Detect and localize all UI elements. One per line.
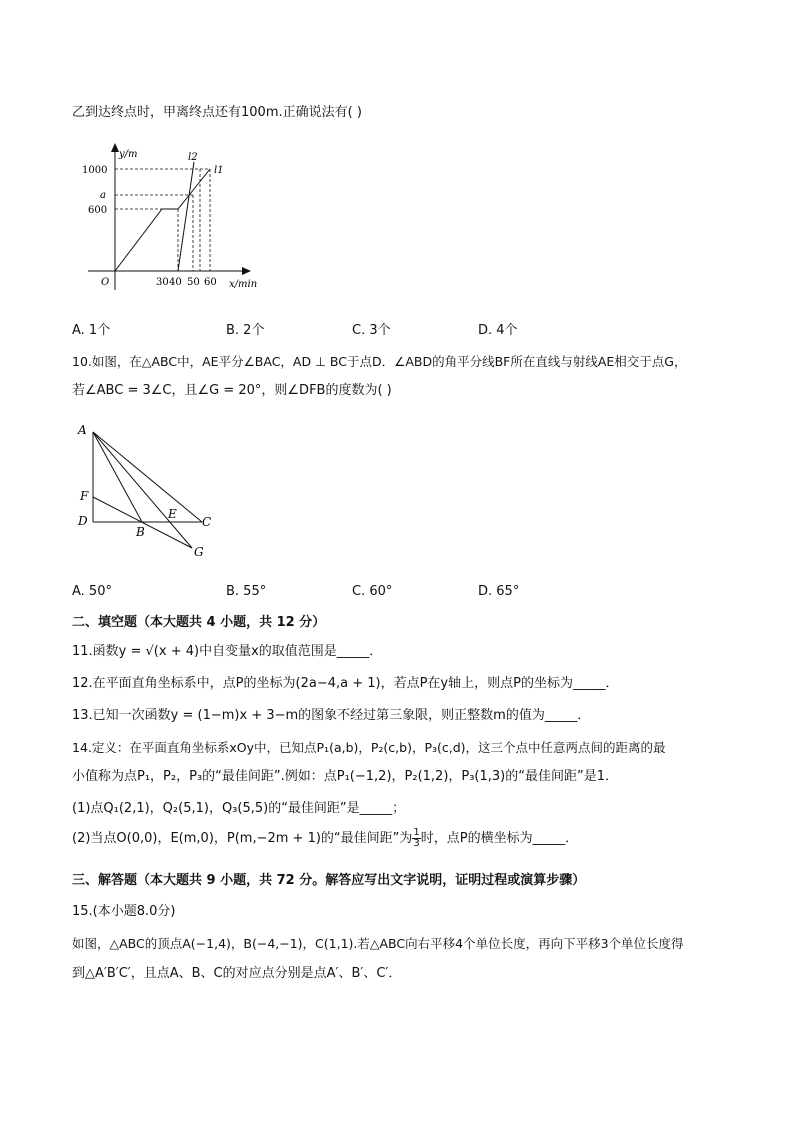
x-tick-60: 60 [204,277,217,288]
q9-option-d[interactable]: D. 4个 [478,323,518,338]
fraction-one-third: $\frac{1}{3}$ [413,827,420,849]
y-axis-label: y/m [119,149,138,160]
x-tick-50: 50 [187,277,200,288]
q10-triangle-figure [74,418,224,566]
q10-option-a[interactable]: A. 50° [72,584,112,599]
line-l2 [178,162,194,271]
point-f: F [80,489,89,503]
y-tick-1000: 1000 [82,165,108,176]
q15-line1: 如图，△ABC的顶点A(−1,4)，B(−4,−1)，C(1,1).若△ABC向右平移4个单位长度，再向下平移3个单位长度得 [72,936,684,951]
q9-option-a[interactable]: A. 1个 [72,323,111,338]
q9-stem: 乙到达终点时，甲离终点还有100m.正确说法有( ) [72,105,362,120]
point-a: A [78,423,87,437]
q11: 11.函数y = √(x + 4)中自变量x的取值范围是_____． [72,644,383,659]
y-tick-600: 600 [88,205,108,216]
q10-line2: 若∠ABC = 3∠C，且∠G = 20°，则∠DFB的度数为( ) [72,383,392,398]
q14-part2 [72,828,734,849]
x-axis-arrow [242,267,251,275]
q13: 13.已知一次函数y = (1−m)x + 3−m的图象不经过第三象限，则正整数m的值为_____． [72,708,591,723]
label-l2: l2 [188,152,198,163]
q9-option-c[interactable]: C. 3个 [352,323,391,338]
q15-line2: 到△A′B′C′，且点A、B、C的对应点分别是点A′、B′、C′． [72,966,402,981]
point-c: C [202,515,212,529]
point-g: G [194,545,204,559]
x-tick-30: 30 [156,277,169,288]
point-e: E [168,507,177,521]
label-l1: l1 [214,165,224,176]
q14-part2-after: 时，点P的横坐标为_____． [420,831,579,846]
section-3-heading: 三、解答题（本大题共 9 小题，共 72 分。解答应写出文字说明，证明过程或演算步骤） [72,873,586,888]
section-2-heading: 二、填空题（本大题共 4 小题，共 12 分） [72,615,326,630]
point-d: D [78,514,88,528]
q14-line2: 小值称为点P₁，P₂，P₃的“最佳间距”.例如：点P₁(−1,2)，P₂(1,2)，P₃(1,3)的“最佳间距”是1． [72,769,618,784]
q9-option-b[interactable]: B. 2个 [226,323,265,338]
q10-option-c[interactable]: C. 60° [352,584,393,599]
x-tick-40: 40 [169,277,182,288]
q15-head: 15.(本小题8.0分) [72,904,176,919]
y-tick-a: a [100,190,106,201]
q14-part2-before: (2)当点O(0,0)，E(m,0)，P(m,−2m + 1)的“最佳间距”为 [72,831,413,846]
q10-option-b[interactable]: B. 55° [226,584,267,599]
y-axis-arrow [111,143,119,152]
q10-option-d[interactable]: D. 65° [478,584,520,599]
q9-distance-time-graph [78,140,278,300]
point-b: B [136,525,145,539]
q14-part1: (1)点Q₁(2,1)，Q₂(5,1)，Q₃(5,5)的“最佳间距”是_____； [72,801,406,816]
q14-line1: 14.定义：在平面直角坐标系xOy中，已知点P₁(a,b)，P₂(c,b)，P₃(c,d)，这三个点中任意两点间的距离的最 [72,740,666,755]
line-l1 [115,169,210,271]
q12: 12.在平面直角坐标系中，点P的坐标为(2a−4,a + 1)，若点P在y轴上，则点P的坐标为_____． [72,676,619,691]
origin-label: O [101,277,110,288]
q10-line1: 10.如图，在△ABC中，AE平分∠BAC，AD ⊥ BC于点D．∠ABD的角平分线BF所在直线与射线AE相交于点G， [72,354,687,369]
x-axis-label: x/min [229,279,258,290]
